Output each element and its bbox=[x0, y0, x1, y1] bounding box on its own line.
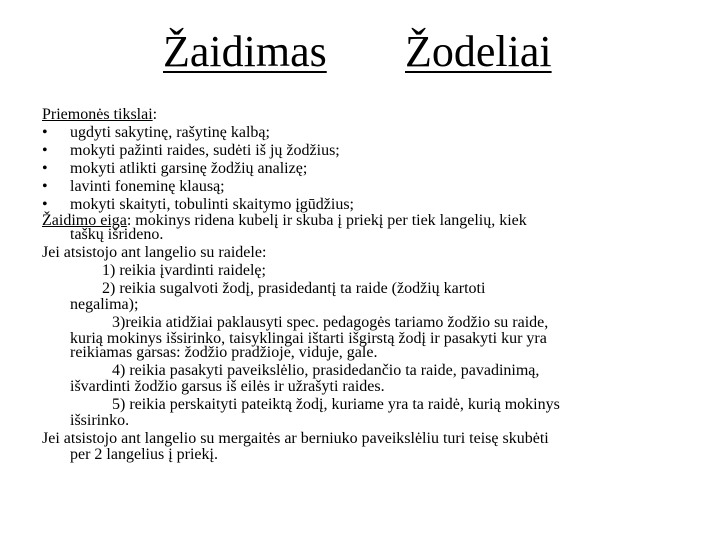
bullet-icon: • bbox=[42, 178, 48, 195]
picture-cell-line-1: Jei atsistojo ant langelio su mergaitės ar berniuko paveikslėliu turi teisę skubėti bbox=[42, 430, 549, 447]
bullet-icon: • bbox=[42, 196, 48, 213]
list-item bbox=[42, 124, 692, 142]
process-label: Žaidimo eiga bbox=[42, 212, 127, 229]
rule-2-line-1: 2) reikia sugalvoti žodį, prasidedantį ta raide (žodžių kartoti bbox=[102, 280, 486, 297]
goals-heading bbox=[42, 106, 692, 124]
document-body bbox=[42, 106, 692, 462]
rule-1: 1) reikia įvardinti raidelę; bbox=[102, 262, 266, 279]
rule-3-line-3: reikiamas garsas: žodžio pradžioje, viduje, gale. bbox=[70, 344, 378, 361]
title-word-2: Žodeliai bbox=[405, 27, 552, 76]
rule-5-line-1: 5) reikia perskaityti pateiktą žodį, kuriame yra ta raidė, kurią mokinys bbox=[112, 396, 560, 413]
goals-label: Priemonės tikslai bbox=[42, 106, 153, 123]
goal-text: mokyti skaityti, tobulinti skaitymo įgūdžius; bbox=[70, 196, 354, 213]
rule-2-line-2: negalima); bbox=[70, 296, 139, 313]
page-title bbox=[0, 24, 720, 80]
goal-text: mokyti atlikti garsinę žodžių analizę; bbox=[70, 160, 308, 177]
process-text: : mokinys ridena kubelį ir skuba į priekį per tiek langelių, kiek bbox=[126, 212, 527, 229]
bullet-icon: • bbox=[42, 160, 48, 177]
letter-cell-intro: Jei atsistojo ant langelio su raidele: bbox=[42, 244, 267, 261]
rule-5-line-2: išsirinko. bbox=[70, 412, 130, 429]
list-item bbox=[42, 142, 692, 160]
list-item bbox=[42, 160, 692, 178]
bullet-icon: • bbox=[42, 142, 48, 159]
goal-text: ugdyti sakytinę, rašytinę kalbą; bbox=[70, 124, 270, 141]
picture-cell-line-2: per 2 langelius į priekį. bbox=[70, 446, 218, 463]
rule-3-line-2: kurią mokinys išsirinko, taisyklingai ištarti išgirstą žodį ir pasakyti kur yra bbox=[70, 330, 547, 347]
goals-colon: : bbox=[152, 106, 158, 123]
rule-3-line-1: 3)reikia atidžiai paklausyti spec. pedagogės tariamo žodžio su raide, bbox=[112, 314, 549, 331]
list-item bbox=[42, 196, 692, 214]
rule-4-line-1: 4) reikia pasakyti paveikslėlio, prasidedančio ta raide, pavadinimą, bbox=[112, 362, 540, 379]
title-word-1: Žaidimas bbox=[163, 27, 327, 76]
bullet-icon: • bbox=[42, 124, 48, 141]
rule-4-line-2: išvardinti žodžio garsus iš eilės ir užrašyti raides. bbox=[70, 378, 385, 395]
goal-text: mokyti pažinti raides, sudėti iš jų žodžius; bbox=[70, 142, 340, 159]
goal-text: lavinti foneminę klausą; bbox=[70, 178, 225, 195]
process-line-2: taškų išridenо. bbox=[70, 226, 164, 243]
list-item bbox=[42, 178, 692, 196]
